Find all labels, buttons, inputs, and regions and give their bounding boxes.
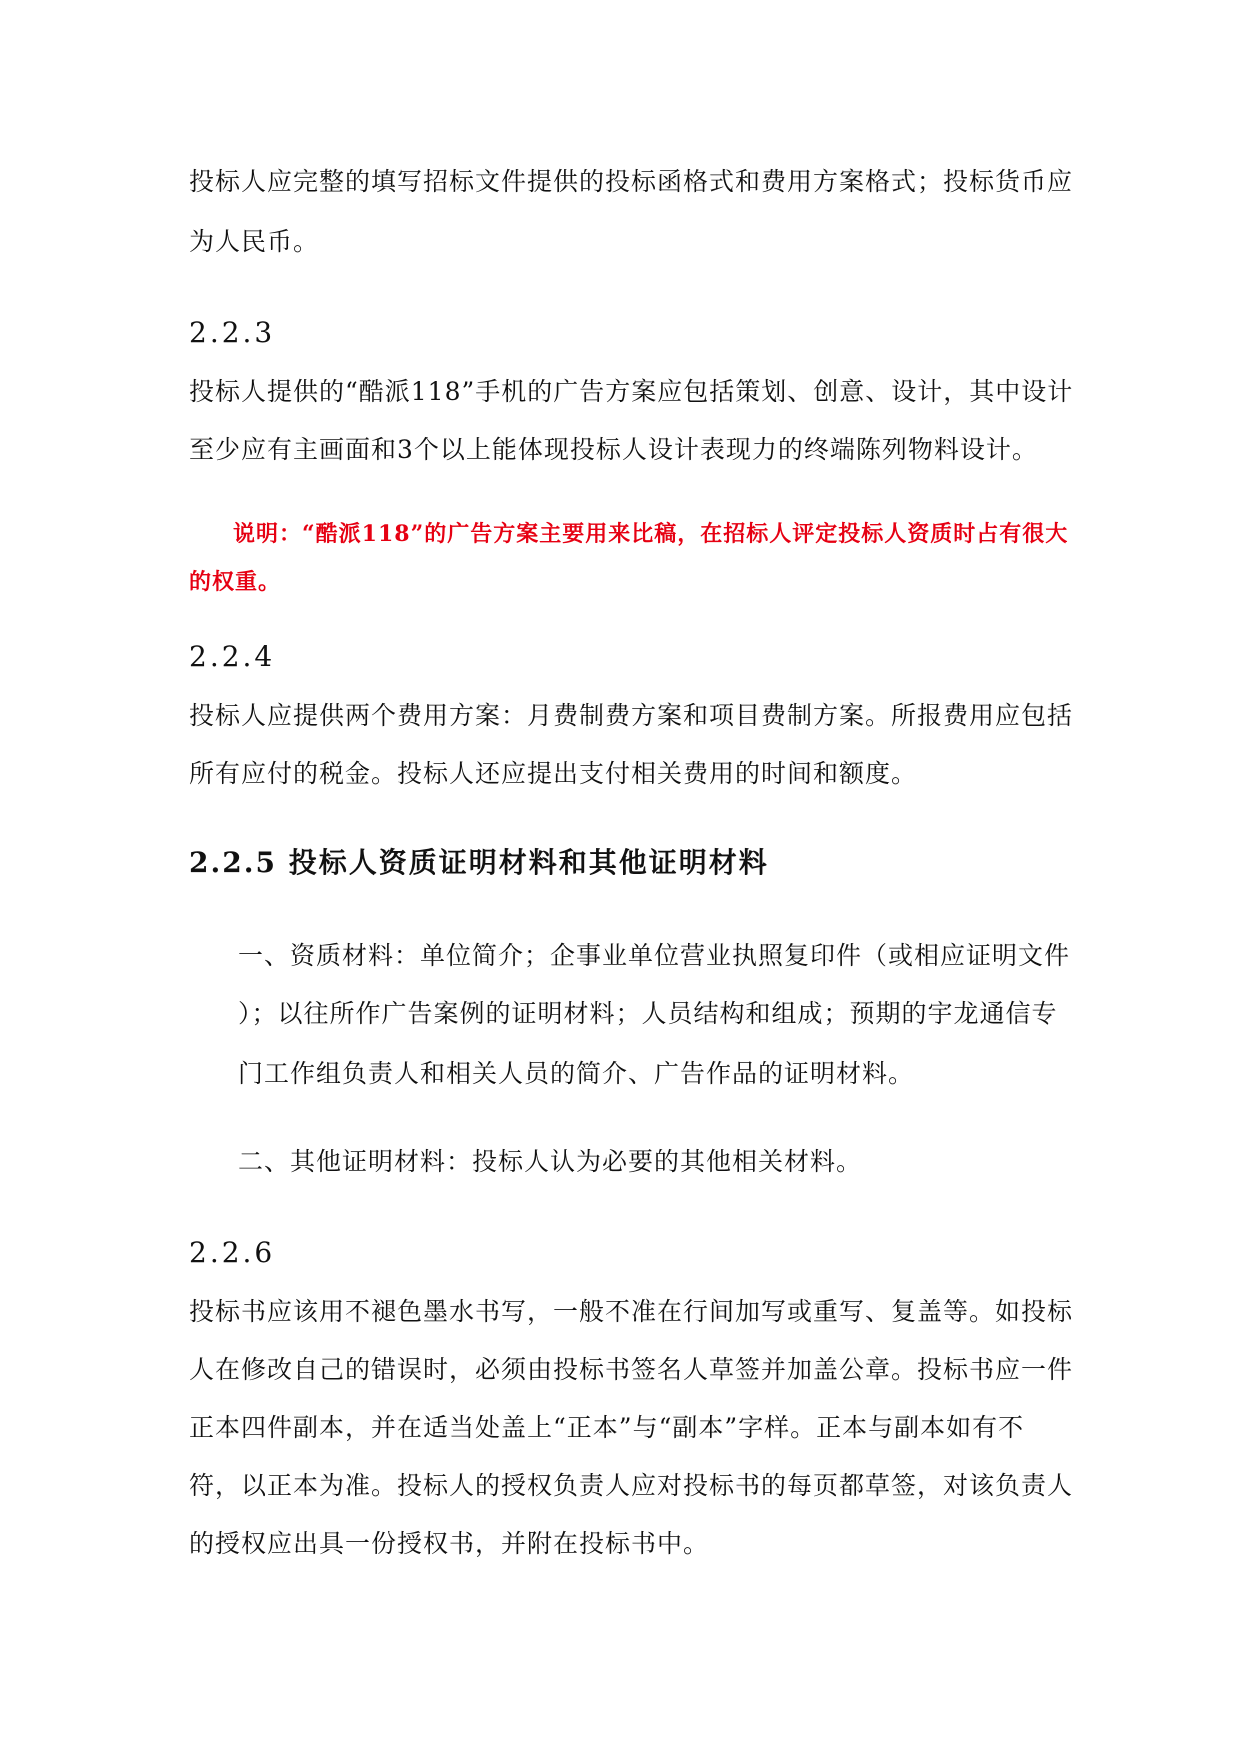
list-item-line: 一、资质材料：单位简介；企事业单位营业执照复印件（或相应证明文件 [238, 941, 1071, 970]
list-item-line: 门工作组负责人和相关人员的简介、广告作品的证明材料。 [238, 1059, 915, 1088]
body-text-line: 至少应有主画面和3个以上能体现投标人设计表现力的终端陈列物料设计。 [189, 435, 1038, 464]
body-text-line: 投标人提供的“酷派118”手机的广告方案应包括策划、创意、设计，其中设计 [189, 377, 1074, 406]
list-item-line: 二、其他证明材料：投标人认为必要的其他相关材料。 [238, 1147, 863, 1176]
section-heading-2-2-6: 2.2.6 [189, 1236, 276, 1269]
body-text-line: 正本四件副本，并在适当处盖上“正本”与“副本”字样。正本与副本如有不 [189, 1413, 1025, 1442]
list-item-line: ）；以往所作广告案例的证明材料；人员结构和组成；预期的宇龙通信专 [238, 999, 1058, 1028]
body-text-line: 投标人应完整的填写招标文件提供的投标函格式和费用方案格式；投标货币应 [189, 167, 1074, 196]
section-heading-2-2-5: 2.2.5 投标人资质证明材料和其他证明材料 [189, 846, 769, 879]
body-text-line: 的授权应出具一份授权书，并附在投标书中。 [189, 1529, 710, 1558]
body-text-line: 人在修改自己的错误时，必须由投标书签名人草签并加盖公章。投标书应一件 [189, 1355, 1074, 1384]
section-heading-2-2-4: 2.2.4 [189, 640, 276, 673]
body-text-line: 符，以正本为准。投标人的授权负责人应对投标书的每页都草签，对该负责人 [189, 1471, 1074, 1500]
body-text-line: 所有应付的税金。投标人还应提出支付相关费用的时间和额度。 [189, 759, 918, 788]
body-text-line: 投标人应提供两个费用方案：月费制费方案和项目费制方案。所报费用应包括 [189, 701, 1074, 730]
body-text-line: 投标书应该用不褪色墨水书写，一般不准在行间加写或重写、复盖等。如投标 [189, 1297, 1074, 1326]
body-text-line: 为人民币。 [189, 227, 320, 256]
note-text-line: 说明：“酷派118”的广告方案主要用来比稿，在招标人评定投标人资质时占有很大 [233, 521, 1069, 547]
note-text-line: 的权重。 [189, 569, 282, 595]
section-heading-2-2-3: 2.2.3 [189, 316, 276, 349]
